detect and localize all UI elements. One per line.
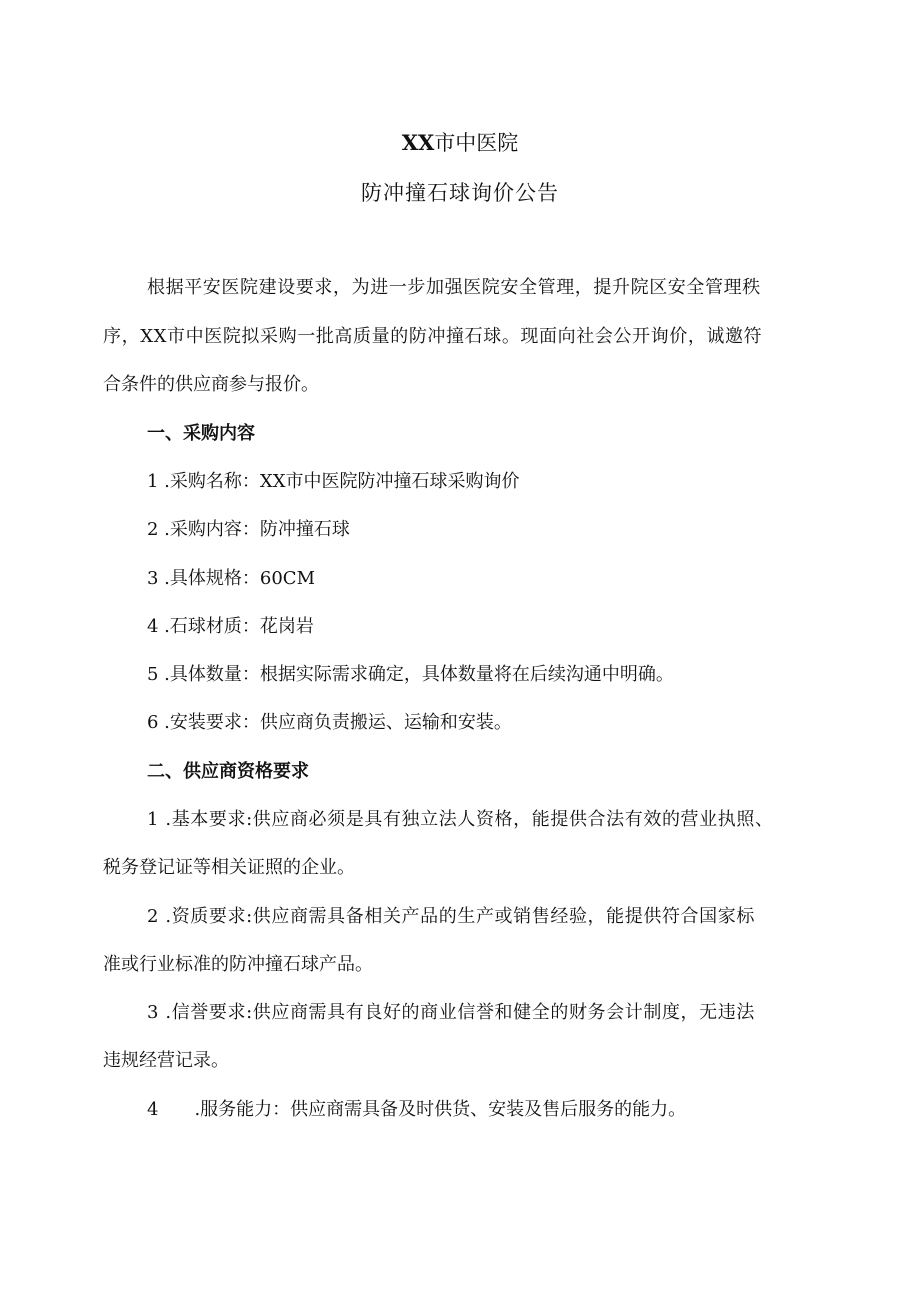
title-prefix: XX [401,130,435,155]
section-2-item-4: 4 .服务能力：供应商需具备及时供货、安装及售后服务的能力。 [147,1099,687,1120]
intro-line-1: 根据平安医院建设要求，为进一步加强医院安全管理，提升院区安全管理秩 [147,277,761,298]
section-2-item-1-line-1: 1 .基本要求:供应商必须是具有独立法人资格，能提供合法有效的营业执照、 [147,809,774,830]
section-1-item-2: 2 .采购内容：防冲撞石球 [147,519,350,540]
intro-line-3: 合条件的供应商参与报价。 [103,374,319,395]
section-2-item-2-line-1: 2 .资质要求:供应商需具备相关产品的生产或销售经验，能提供符合国家标 [147,906,755,927]
section-2-item-3-line-1: 3 .信誉要求:供应商需具有良好的商业信誉和健全的财务会计制度，无违法 [147,1002,755,1023]
section-2-item-2-line-2: 准或行业标准的防冲撞石球产品。 [103,954,373,975]
section-2-item-1-line-2: 税务登记证等相关证照的企业。 [103,857,355,878]
document-subtitle: 防冲撞石球询价公告 [361,181,559,205]
section-2-item-3-line-2: 违规经营记录。 [103,1050,229,1071]
document-title [0,128,920,158]
intro-line-2: 序，XX市中医院拟采购一批高质量的防冲撞石球。现面向社会公开询价，诚邀符 [103,326,763,347]
section-1-item-3: 3 .具体规格：60CM [147,568,316,589]
section-1-item-6: 6 .安装要求：供应商负责搬运、运输和安装。 [147,712,512,733]
section-1-heading: 一、采购内容 [147,423,255,444]
section-1-item-4: 4 .石球材质：花岗岩 [147,616,314,637]
title-suffix: 市中医院 [434,131,519,155]
section-1-item-1: 1 .采购名称：XX市中医院防冲撞石球采购询价 [147,471,520,492]
section-1-item-5: 5 .具体数量：根据实际需求确定，具体数量将在后续沟通中明确。 [147,664,674,685]
section-2-heading: 二、供应商资格要求 [147,761,309,782]
